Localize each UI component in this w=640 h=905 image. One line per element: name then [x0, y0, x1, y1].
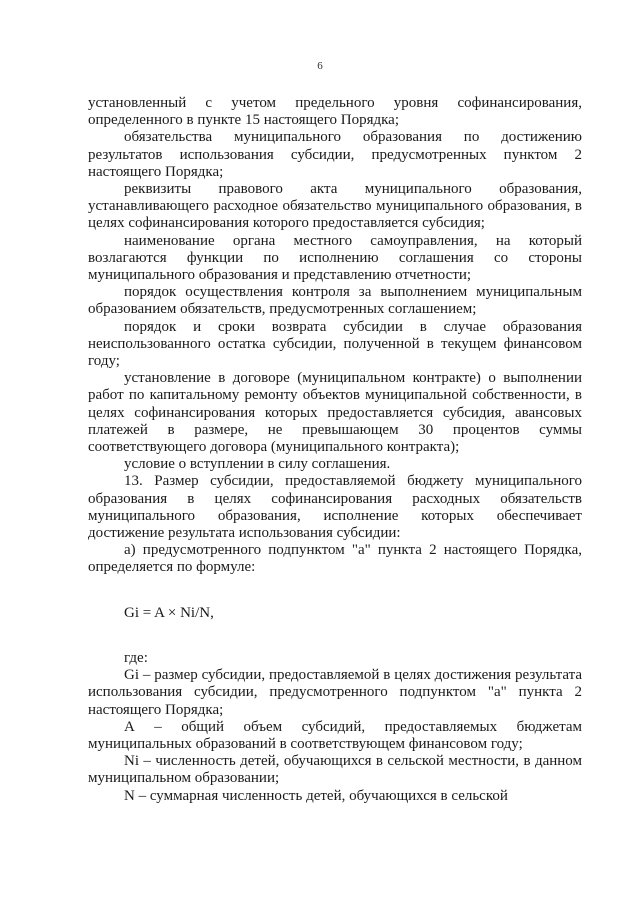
paragraph-contract: установление в договоре (муниципальном контракте) о выполнении работ по капитальному ремонту объектов муниципальной собственности, в целях софинансирования которых предоставляется субсидия, авансовых платежей в размере, не превышающем 30 процентов суммы соответствующего договора (муниципального контракта); — [88, 370, 582, 456]
definition-n: N – суммарная численность детей, обучающихся в сельской — [124, 787, 508, 804]
paragraph-continuation: установленный с учетом предельного уровня софинансирования, определенного в пункте 15 настоящего Порядка; — [88, 95, 582, 129]
page-number: 6 — [317, 60, 323, 72]
definition-a: А – общий объем субсидий, предоставляемых бюджетам муниципальных образований в соответствующем финансовом году; — [88, 718, 582, 752]
paragraph-refund: порядок и сроки возврата субсидии в случае образования неиспользованного остатка субсидии, полученной в текущем финансовом году; — [88, 318, 582, 370]
paragraph-obligations: обязательства муниципального образования по достижению результатов использования субсидии, предусмотренных пунктом 2 настоящего Порядка; — [88, 129, 582, 180]
paragraph-subpoint-a: а) предусмотренного подпунктом "а" пункта 2 настоящего Порядка, определяется по формуле: — [88, 542, 582, 576]
formula: Gi = A × Ni/N, — [124, 604, 214, 621]
paragraph-requisites: реквизиты правового акта муниципального образования, устанавливающего расходное обязательство муниципального образования, в целях софинансирования которого предоставляется субсидия; — [88, 181, 582, 232]
paragraph-control: порядок осуществления контроля за выполнением муниципальным образованием обязательств, предусмотренных соглашением; — [88, 284, 582, 318]
definition-ni: Ni – численность детей, обучающихся в сельской местности, в данном муниципальном образовании; — [88, 753, 582, 787]
paragraph-effect: условие о вступлении в силу соглашения. — [124, 456, 391, 473]
paragraph-section-13: 13. Размер субсидии, предоставляемой бюджету муниципального образования в целях софинансирования расходных обязательств муниципального образования, исполнение которых обеспечивает достижение результата использования субсидии: — [88, 473, 582, 542]
where-label: где: — [124, 649, 148, 666]
definition-gi: Gi – размер субсидии, предоставляемой в целях достижения результата использования субсидии, предусмотренного подпунктом "а" пункта 2 настоящего Порядка; — [88, 667, 582, 718]
paragraph-authority: наименование органа местного самоуправления, на который возлагаются функции по исполнению соглашения со стороны муниципального образования и представлению отчетности; — [88, 232, 582, 284]
document-body — [88, 95, 582, 805]
